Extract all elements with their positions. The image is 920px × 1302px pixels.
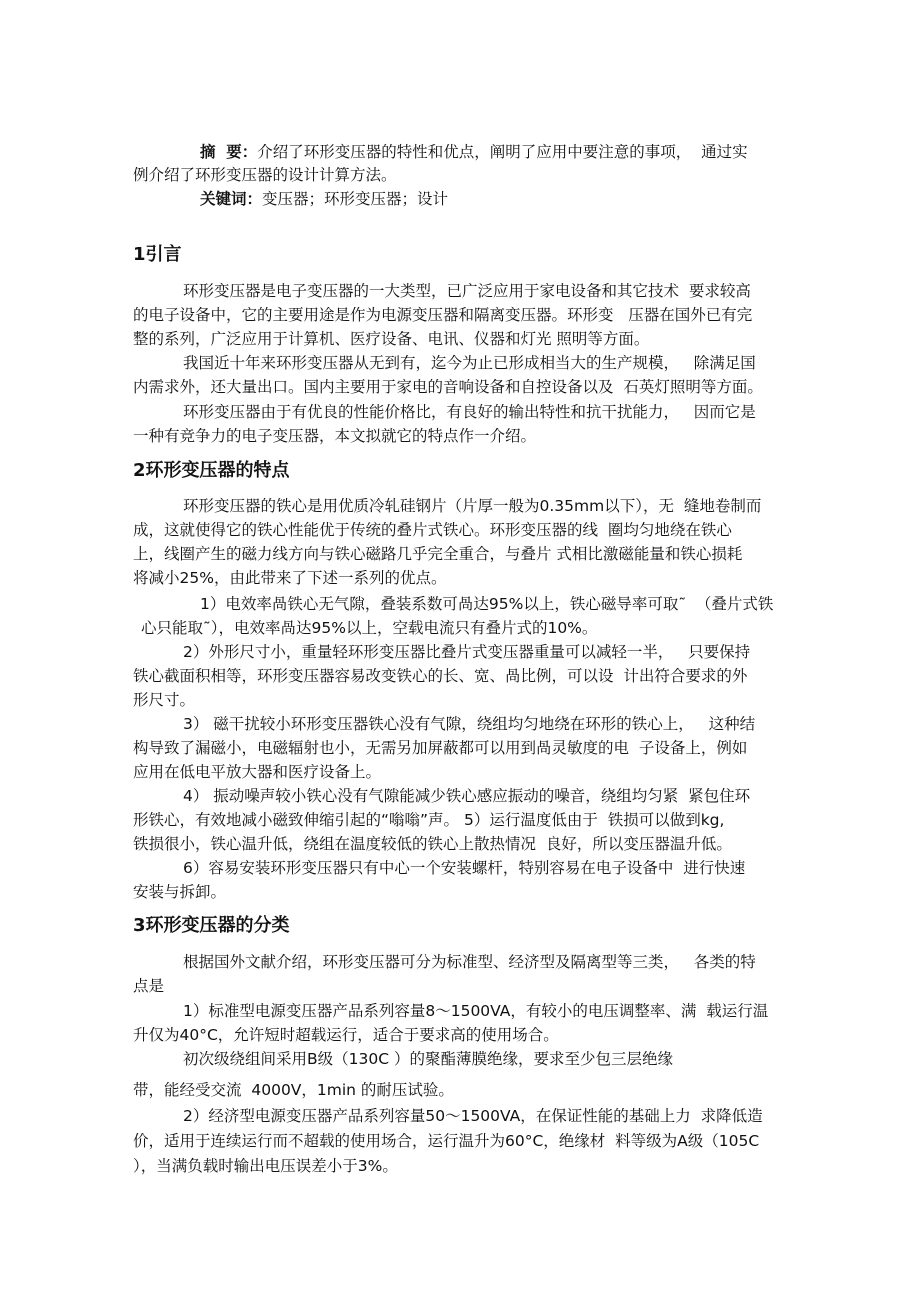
keywords-label: 关键词： bbox=[200, 190, 263, 208]
s3-line: 点是 bbox=[133, 977, 165, 995]
s3-line: 1）标准型电源变压器产品系列容量8～1500VA，有较小的电压调整率、满 载运行温 bbox=[183, 1002, 769, 1020]
s2-line: 将减小25%，由此带来了下述一系列的优点。 bbox=[133, 569, 447, 587]
s3-line: 初次级绕组间采用B级（130C ）的聚酯薄膜绝缘，要求至少包三层绝缘 bbox=[183, 1050, 673, 1068]
s1-line: 的电子设备中，它的主要用途是作为电源变压器和隔离变压器。环形变 压器在国外已有完 bbox=[133, 306, 753, 324]
s1-line: 环形变压器由于有优良的性能价格比，有良好的输出特性和抗干扰能力， 因而它是 bbox=[183, 403, 756, 421]
s2-line: 4） 振动噪声较小铁心没有气隙能减少铁心感应振动的噪音，绕组均匀紧 紧包住环 bbox=[183, 787, 751, 805]
s1-line: 一种有竞争力的电子变压器，本文拟就它的特点作一介绍。 bbox=[133, 427, 537, 445]
s2-line: 1）电效率咼铁心无气隙，叠装系数可咼达95%以上，铁心磁导率可取˜ （叠片式铁 bbox=[200, 595, 774, 613]
s2-line: 成，这就使得它的铁心性能优于传统的叠片式铁心。环形变压器的线 圈均匀地绕在铁心 bbox=[133, 521, 732, 539]
s1-line: 环形变压器是电子变压器的一大类型，已广泛应用于家电设备和其它技术 要求较高 bbox=[183, 282, 751, 300]
abstract-line-2: 例介绍了环形变压器的设计计算方法。 bbox=[133, 166, 397, 184]
s3-line: 升仅为40°C，允许短时超载运行，适合于要求高的使用场合。 bbox=[133, 1026, 559, 1044]
s2-line: 铁心截面积相等，环形变压器容易改变铁心的长、宽、咼比例，可以设 计出符合要求的外 bbox=[133, 667, 748, 685]
s2-line: 构导致了漏磁小，电磁辐射也小，无需另加屏蔽都可以用到咼灵敏度的电 子设备上，例如 bbox=[133, 739, 748, 757]
s2-line: 铁损很小，铁心温升低，绕组在温度较低的铁心上散热情况 良好，所以变压器温升低。 bbox=[133, 835, 732, 853]
s2-line: 环形变压器的铁心是用优质冷轧硅钢片（片厚一般为0.35mm以下），无 缝地卷制而 bbox=[183, 497, 762, 515]
s2-line: 应用在低电平放大器和医疗设备上。 bbox=[133, 763, 382, 781]
s2-line: 6）容易安装环形变压器只有中心一个安装螺杆，特别容易在电子设备中 进行快速 bbox=[183, 859, 746, 877]
s2-line: 上，线圈产生的磁力线方向与铁心磁路几乎完全重合，与叠片 式相比激磁能量和铁心损耗 bbox=[133, 545, 743, 563]
abstract-label: 摘 要： bbox=[200, 143, 258, 161]
s2-line: 2）外形尺寸小，重量轻环形变压器比叠片式变压器重量可以减轻一半， 只要保持 bbox=[183, 643, 751, 661]
s3-line: 根据国外文献介绍，环形变压器可分为标准型、经济型及隔离型等三类， 各类的特 bbox=[183, 953, 756, 971]
s3-line: 价，适用于连续运行而不超载的使用场合，运行温升为60°C，绝缘材 料等级为A级（105C bbox=[133, 1132, 760, 1150]
keywords-line bbox=[200, 188, 448, 210]
s3-line: 2）经济型电源变压器产品系列容量50～1500VA，在保证性能的基础上力 求降低造 bbox=[183, 1107, 763, 1125]
s2-line: 形铁心，有效地减小磁致伸缩引起的“嗡嗡”声。 5）运行温度低由于 铁损可以做到kg, bbox=[133, 811, 725, 829]
abstract-text-1: 介绍了环形变压器的特性和优点，阐明了应用中要注意的事项， 通过实 bbox=[257, 143, 748, 161]
s3-line: 带，能经受交流 4000V，1min 的耐压试验。 bbox=[133, 1081, 454, 1099]
section-heading-1: 1引言 bbox=[133, 244, 182, 265]
s1-line: 我国近十年来环形变压器从无到有，迄今为止已形成相当大的生产规模， 除满足国 bbox=[183, 354, 756, 372]
s2-line: 3） 磁干扰较小环形变压器铁心没有气隙，绕组均匀地绕在环形的铁心上， 这种结 bbox=[183, 715, 756, 733]
s2-line: 形尺寸。 bbox=[133, 691, 196, 709]
keywords-text: 变压器；环形变压器；设计 bbox=[262, 190, 449, 208]
s2-line: 心只能取˜），电效率咼达95%以上，空载电流只有叠片式的10%。 bbox=[141, 619, 598, 637]
s1-line: 整的系列，广泛应用于计算机、医疗设备、电讯、仪器和灯光 照明等方面。 bbox=[133, 330, 650, 348]
section-heading-3: 3环形变压器的分类 bbox=[133, 915, 290, 936]
section-heading-2: 2环形变压器的特点 bbox=[133, 460, 290, 481]
s1-line: 内需求外，还大量出口。国内主要用于家电的音响设备和自控设备以及 石英灯照明等方面。 bbox=[133, 378, 763, 396]
s3-line: ），当满负载时输出电压误差小于3%。 bbox=[133, 1157, 398, 1175]
abstract-line-1 bbox=[200, 141, 748, 163]
s2-line: 安装与拆卸。 bbox=[133, 883, 227, 901]
